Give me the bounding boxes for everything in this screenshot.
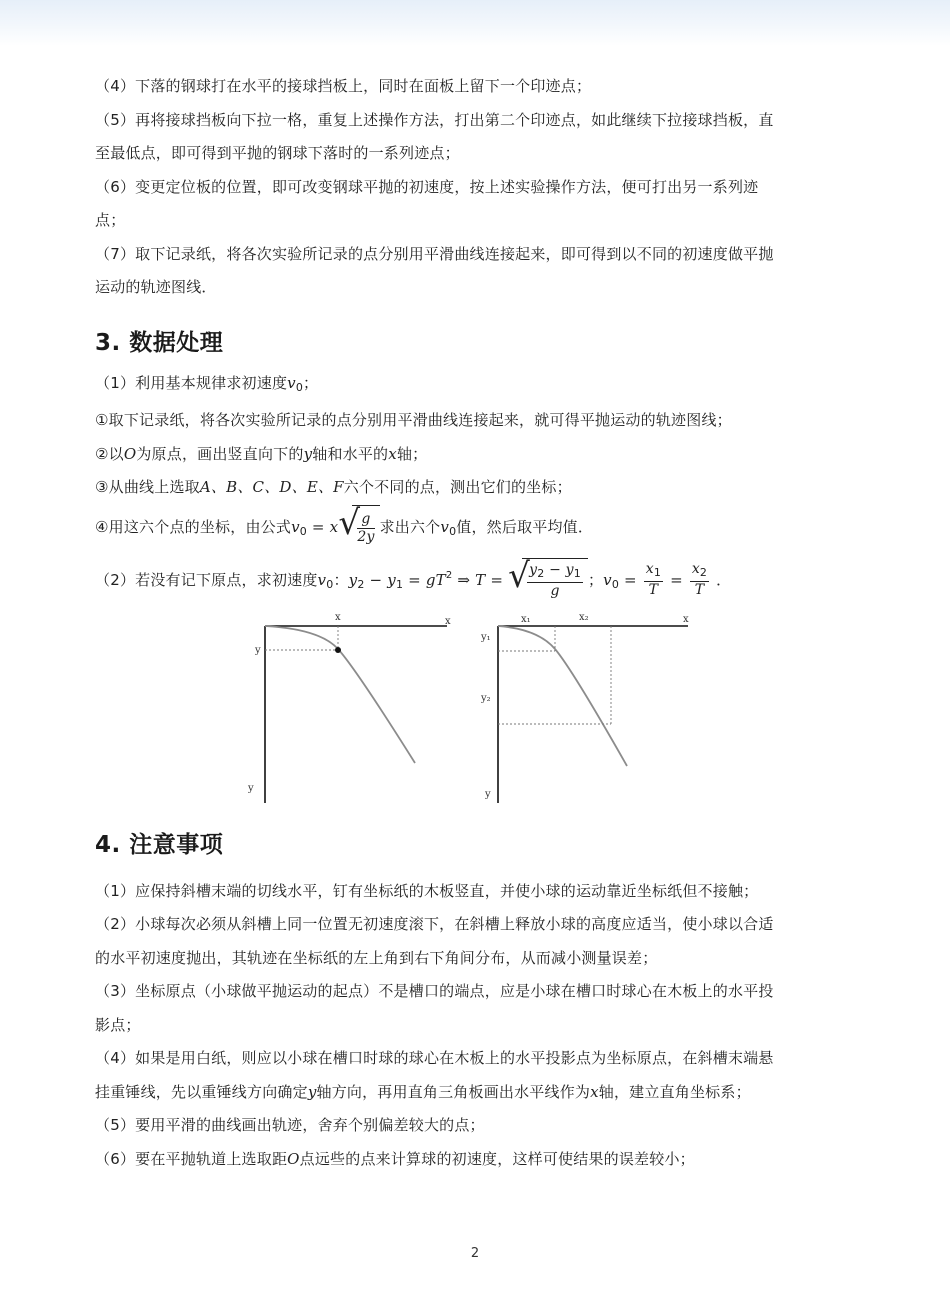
trajectory-figures (95, 611, 855, 811)
note-1: （1）应保持斜槽末端的切线水平，钉有坐标纸的木板竖直，并使小球的运动靠近坐标纸但不接触； (95, 881, 759, 900)
fig-left-y-axis-label: y (248, 782, 254, 794)
fig-right-x-axis-label: x (683, 613, 689, 625)
fig-right-y-axis-label: y (485, 788, 491, 800)
section-4-heading: 4. 注意事项 (95, 831, 224, 858)
note-3-line-1: （3）坐标原点（小球做平抛运动的起点）不是槽口的端点，应是小球在槽口时球心在木板上的水平投 (95, 982, 774, 1000)
fig-left-x-label: x (335, 611, 341, 623)
sqrt-formula-1: √ $\frac{g}{2y}$ (338, 505, 379, 550)
data-processing-circle-2: ②以O为原点，画出竖直向下的y轴和水平的x轴； (95, 444, 428, 463)
page-number: 2 (470, 1246, 480, 1261)
trajectory-figure-right (473, 611, 703, 811)
data-processing-circle-3: ③从曲线上选取A、B、C、D、E、F六个不同的点，测出它们的坐标； (95, 478, 572, 496)
note-4-line-1: （4）如果是用白纸，则应以小球在槽口时球的球心在木板上的水平投影点为坐标原点，在斜槽末端悬 (95, 1049, 774, 1067)
step-7-line-2: 运动的轨迹图线． (95, 278, 217, 296)
step-6-line-1: （6）变更定位板的位置，即可改变钢球平抛的初速度，按上述实验操作方法，便可打出另一系列迹 (95, 177, 759, 196)
step-4: （4）下落的钢球打在水平的接球挡板上，同时在面板上留下一个印迹点； (95, 77, 592, 95)
note-2-line-1: （2）小球每次必须从斜槽上同一位置无初速度滚下，在斜槽上释放小球的高度应适当，使小球以合适 (95, 915, 774, 933)
note-3-line-2: 影点； (95, 1015, 141, 1034)
note-4-line-2: 挂重锤线，先以重锤线方向确定y轴方向，再用直角三角板画出水平线作为x轴，建立直角坐标系； (95, 1082, 751, 1101)
fig-left-y-label: y (255, 644, 261, 656)
sqrt-formula-2: √ $\frac{y_2 - y_1}{g}$ (508, 558, 588, 603)
section-3-heading: 3. 数据处理 (95, 329, 224, 356)
trajectory-figure-left (240, 611, 460, 811)
step-6-line-2: 点； (95, 211, 126, 229)
fig-right-y2-label: y₂ (481, 692, 491, 704)
fig-right-x2-label: x₂ (579, 611, 589, 623)
document-body (95, 70, 855, 1176)
data-processing-circle-4: ④用这六个点的坐标，由公式$v_0 = x$ √ $\frac{g}{2y}$ 求出六个$v_0$值，然后取平均值． (95, 505, 855, 554)
header-band (0, 0, 950, 46)
step-5-line-2: 至最低点，即可得到平抛的钢球下落时的一系列迹点； (95, 144, 460, 162)
step-5-line-1: （5）再将接球挡板向下拉一格，重复上述操作方法，打出第二个印迹点，如此继续下拉接球挡板，直 (95, 110, 774, 129)
data-processing-item-1: （1）利用基本规律求初速度$v_0$； (95, 373, 319, 394)
data-processing-circle-1: ①取下记录纸，将各次实验所记录的点分别用平滑曲线连接起来，就可得平抛运动的轨迹图线； (95, 411, 732, 429)
note-5: （5）要用平滑的曲线画出轨迹，舍弃个别偏差较大的点； (95, 1116, 485, 1134)
data-processing-item-2: （2）若没有记下原点，求初速度$v_0$：$y_2 - y_1 = gT^2$ ⇒ T = √ $\frac{y_2 - y_1}{g}$ ；$v_0$ = $\frac{x_1}{T}$ = $\frac{x_2}{T}$ ． (95, 554, 855, 607)
note-6: （6）要在平抛轨道上选取距O点远些的点来计算球的初速度，这样可使结果的误差较小； (95, 1149, 695, 1168)
note-2-line-2: 的水平初速度抛出，其轨迹在坐标纸的左上角到右下角间分布，从而减小测量误差； (95, 948, 658, 967)
step-7-line-1: （7）取下记录纸，将各次实验所记录的点分别用平滑曲线连接起来，即可得到以不同的初速度做平抛 (95, 244, 774, 263)
fig-left-x-axis-label: x (445, 615, 451, 627)
fig-right-x1-label: x₁ (521, 613, 531, 625)
fig-right-y1-label: y₁ (481, 631, 491, 643)
